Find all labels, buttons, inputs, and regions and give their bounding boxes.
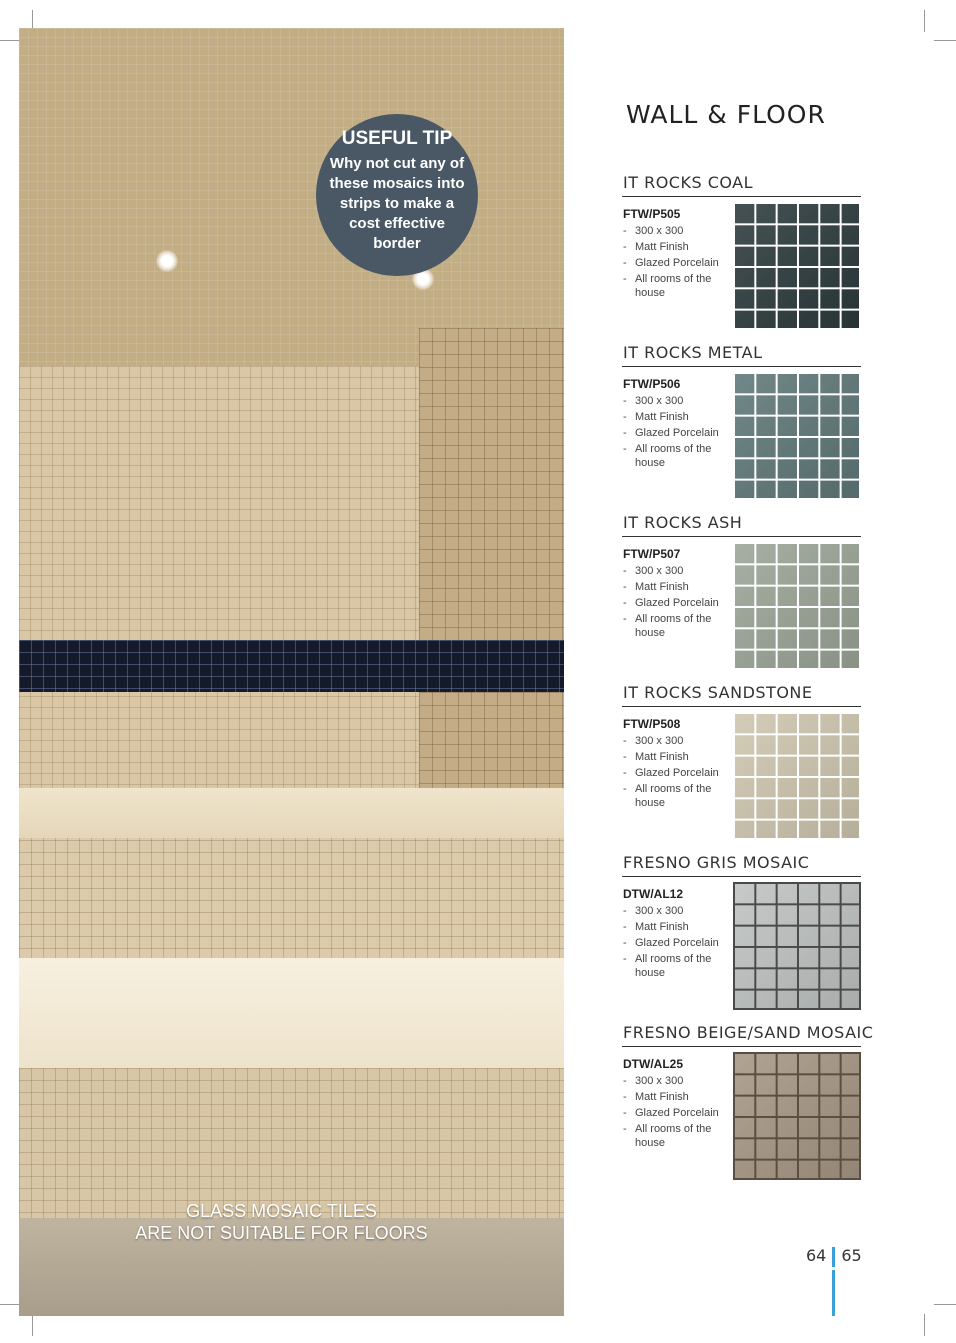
page-heading: WALL & FLOOR	[626, 100, 826, 129]
tile-swatch	[733, 202, 861, 330]
product-code: FTW/P506	[623, 377, 681, 391]
upper-bench-front	[19, 828, 564, 968]
product-divider	[622, 366, 861, 367]
product-code: DTW/AL25	[623, 1057, 683, 1071]
product-name: FRESNO GRIS MOSAIC	[623, 853, 810, 872]
spec-finish: - Matt Finish	[623, 580, 733, 594]
page-separator	[832, 1247, 835, 1267]
product-name: IT ROCKS COAL	[623, 173, 754, 192]
crop-mark	[934, 40, 956, 41]
product-name: IT ROCKS SANDSTONE	[623, 683, 813, 702]
tile-swatch	[733, 542, 861, 670]
spec-material: - Glazed Porcelain	[623, 766, 733, 780]
product-divider	[622, 196, 861, 197]
product-divider	[622, 876, 861, 877]
tile-swatch	[733, 712, 861, 840]
crop-mark	[924, 1314, 925, 1336]
product-entry	[622, 513, 862, 673]
spec-material: - Glazed Porcelain	[623, 1106, 733, 1120]
tile-swatch	[733, 1052, 861, 1180]
product-entry	[622, 343, 862, 503]
product-entry	[622, 173, 862, 333]
spec-usage: - All rooms of the house	[623, 272, 733, 300]
crop-mark	[934, 1304, 956, 1305]
product-entry	[622, 683, 862, 843]
product-divider	[622, 536, 861, 537]
mosaic-side-wall	[419, 328, 564, 838]
spec-finish: - Matt Finish	[623, 920, 733, 934]
steam-room-photo	[19, 28, 564, 1316]
crop-mark	[924, 10, 925, 32]
lower-bench-top	[19, 958, 564, 1068]
ceiling-light	[156, 250, 178, 272]
page-numbers	[806, 1246, 862, 1267]
spec-size: - 300 x 300	[623, 224, 733, 238]
mosaic-back-wall	[19, 366, 419, 836]
product-divider	[622, 706, 861, 707]
product-specs	[623, 394, 733, 472]
photo-caption-line2: ARE NOT SUITABLE FOR FLOORS	[135, 1223, 428, 1243]
crop-mark	[32, 1314, 33, 1336]
spec-usage: - All rooms of the house	[623, 782, 733, 810]
product-name: IT ROCKS METAL	[623, 343, 763, 362]
spec-size: - 300 x 300	[623, 904, 733, 918]
product-code: FTW/P507	[623, 547, 681, 561]
tile-swatch	[733, 882, 861, 1010]
spec-finish: - Matt Finish	[623, 1090, 733, 1104]
product-entry	[622, 853, 862, 1013]
lower-bench-front	[19, 1068, 564, 1218]
spec-size: - 300 x 300	[623, 564, 733, 578]
spec-finish: - Matt Finish	[623, 750, 733, 764]
product-specs	[623, 734, 733, 812]
useful-tip-bubble	[316, 114, 478, 276]
spec-usage: - All rooms of the house	[623, 612, 733, 640]
product-name: FRESNO BEIGE/SAND MOSAIC	[623, 1023, 874, 1042]
spec-size: - 300 x 300	[623, 1074, 733, 1088]
spec-usage: - All rooms of the house	[623, 1122, 733, 1150]
product-specs	[623, 1074, 733, 1152]
product-divider	[622, 1046, 861, 1047]
page-number-right: 65	[841, 1246, 862, 1265]
tip-text: Why not cut any of these mosaics into strips to make a cost effective border	[329, 155, 465, 252]
product-specs	[623, 224, 733, 302]
spec-size: - 300 x 300	[623, 734, 733, 748]
spec-size: - 300 x 300	[623, 394, 733, 408]
product-code: FTW/P505	[623, 207, 681, 221]
photo-caption	[19, 1200, 544, 1244]
product-code: DTW/AL12	[623, 887, 683, 901]
product-specs	[623, 564, 733, 642]
spec-usage: - All rooms of the house	[623, 442, 733, 470]
product-name: IT ROCKS ASH	[623, 513, 743, 532]
upper-bench-top	[19, 788, 564, 838]
product-code: FTW/P508	[623, 717, 681, 731]
spec-material: - Glazed Porcelain	[623, 426, 733, 440]
spec-material: - Glazed Porcelain	[623, 936, 733, 950]
page-number-left: 64	[806, 1246, 827, 1265]
product-specs	[623, 904, 733, 982]
photo-caption-line1: GLASS MOSAIC TILES	[186, 1201, 377, 1221]
spec-usage: - All rooms of the house	[623, 952, 733, 980]
spec-material: - Glazed Porcelain	[623, 596, 733, 610]
tip-title: USEFUL TIP	[341, 128, 453, 149]
dark-mosaic-border-strip	[19, 640, 564, 692]
page-accent-bar	[832, 1270, 835, 1316]
spec-finish: - Matt Finish	[623, 240, 733, 254]
spec-finish: - Matt Finish	[623, 410, 733, 424]
tile-swatch	[733, 372, 861, 500]
spec-material: - Glazed Porcelain	[623, 256, 733, 270]
product-entry	[622, 1023, 874, 1183]
